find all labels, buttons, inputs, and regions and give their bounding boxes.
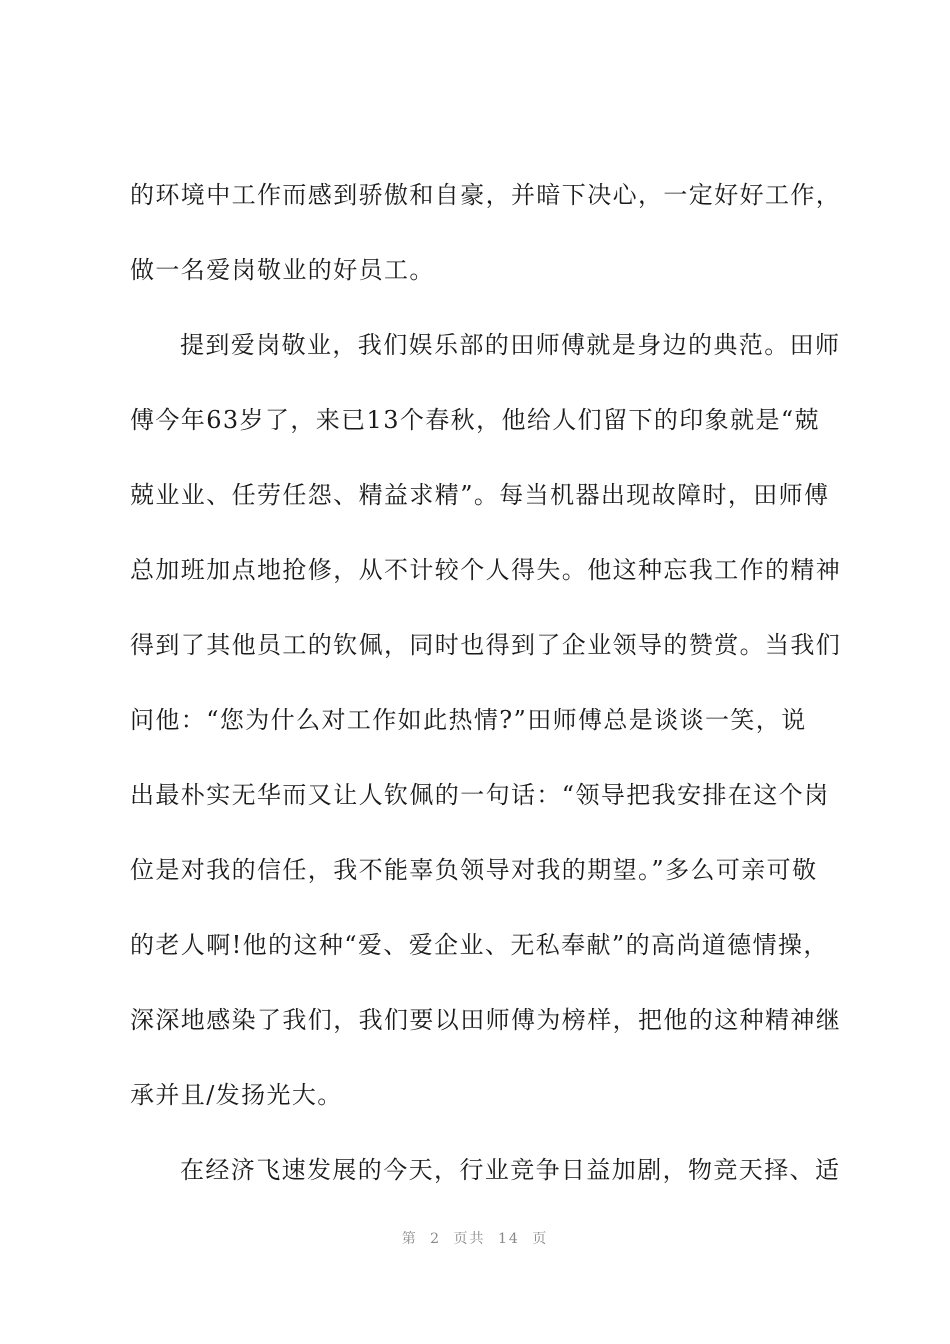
text-line: 的环境中工作而感到骄傲和自豪，并暗下决心，一定好好工作，: [130, 181, 842, 209]
text-line: 总加班加点地抢修，从不计较个人得失。他这种忘我工作的精神: [130, 556, 842, 584]
text-line: 承并且/发扬光大。: [130, 1081, 343, 1109]
text-line: 兢业业、任劳任怨、精益求精”。每当机器出现故障时，田师傅: [130, 481, 830, 509]
text-line: 傅今年63岁了，来已13个春秋，他给人们留下的印象就是“兢: [130, 406, 820, 434]
text-line: 在经济飞速发展的今天，行业竞争日益加剧，物竞天择、适: [180, 1156, 841, 1184]
text-line: 得到了其他员工的钦佩，同时也得到了企业领导的赞赏。当我们: [130, 631, 842, 659]
text-line: 提到爱岗敬业，我们娱乐部的田师傅就是身边的典范。田师: [180, 331, 841, 359]
text-line: 问他：“您为什么对工作如此热情?”田师傅总是谈谈一笑，说: [130, 706, 807, 734]
text-line: 的老人啊!他的这种“爱、爱企业、无私奉献”的高尚道德情操，: [130, 931, 829, 959]
text-line: 位是对我的信任，我不能辜负领导对我的期望。”多么可亲可敬: [130, 856, 818, 884]
text-line: 做一名爱岗敬业的好员工。: [130, 256, 435, 284]
text-line: 出最朴实无华而又让人钦佩的一句话：“领导把我安排在这个岗: [130, 781, 830, 809]
page-number: 第 2 页共 14 页: [401, 1231, 549, 1247]
text-line: 深深地感染了我们，我们要以田师傅为榜样，把他的这种精神继: [130, 1006, 842, 1034]
